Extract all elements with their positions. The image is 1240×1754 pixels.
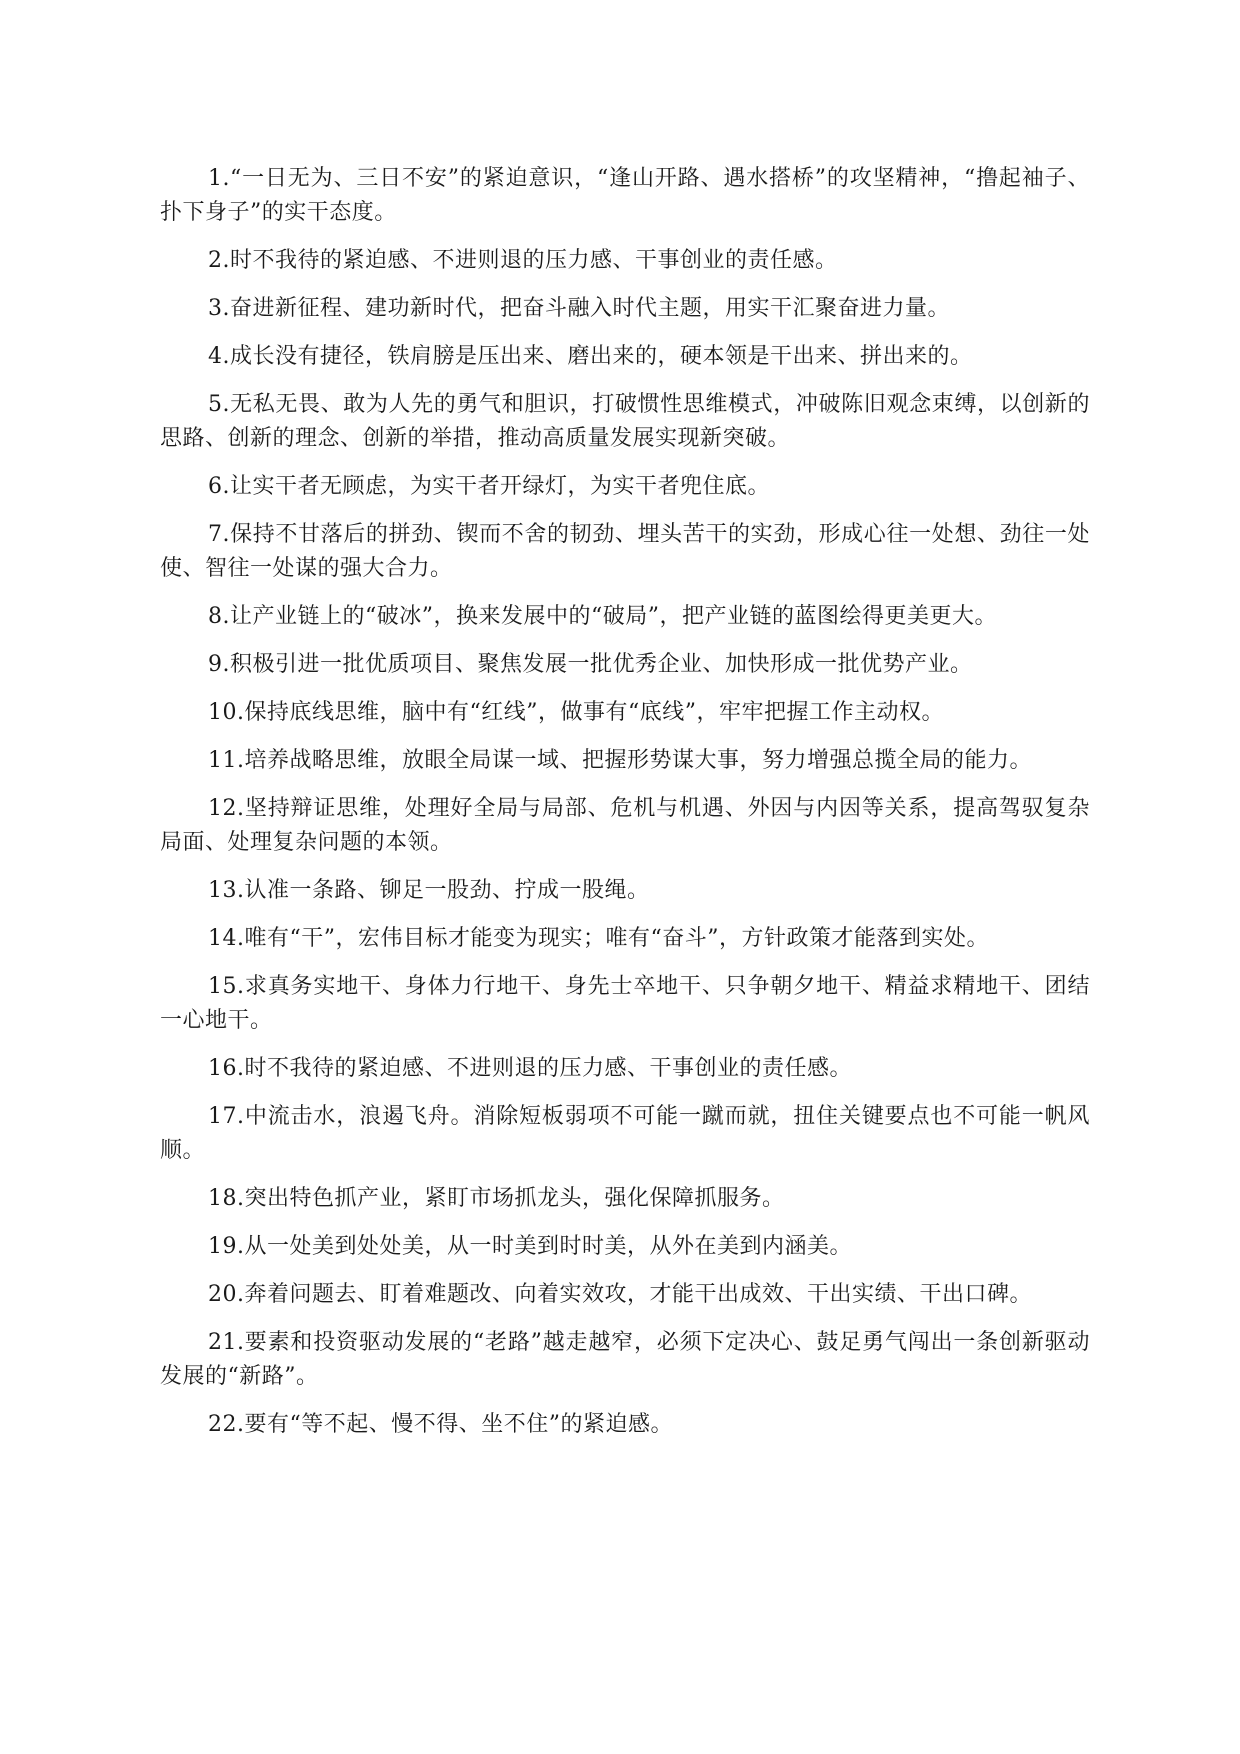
list-item: 1.“一日无为、三日不安”的紧迫意识，“逢山开路、遇水搭桥”的攻坚精神，“撸起袖子、扑下身子”的实干态度。 [160, 166, 1090, 225]
list-item: 4.成长没有捷径，铁肩膀是压出来、磨出来的，硬本领是干出来、拼出来的。 [208, 344, 973, 369]
list-item: 2.时不我待的紧迫感、不进则退的压力感、干事创业的责任感。 [208, 248, 838, 273]
list-item: 5.无私无畏、敢为人先的勇气和胆识，打破惯性思维模式，冲破陈旧观念束缚，以创新的思路、创新的理念、创新的举措，推动高质量发展实现新突破。 [160, 392, 1090, 451]
list-item: 17.中流击水，浪遏飞舟。消除短板弱项不可能一蹴而就，扭住关键要点也不可能一帆风顺。 [160, 1104, 1090, 1163]
list-item: 21.要素和投资驱动发展的“老路”越走越窄，必须下定决心、鼓足勇气闯出一条创新驱动发展的“新路”。 [160, 1330, 1090, 1389]
list-item: 20.奔着问题去、盯着难题改、向着实效攻，才能干出成效、干出实绩、干出口碑。 [208, 1282, 1032, 1307]
list-item: 8.让产业链上的“破冰”，换来发展中的“破局”，把产业链的蓝图绘得更美更大。 [208, 604, 997, 629]
list-item: 13.认准一条路、铆足一股劲、拧成一股绳。 [208, 878, 650, 903]
list-item: 11.培养战略思维，放眼全局谋一域、把握形势谋大事，努力增强总揽全局的能力。 [208, 748, 1032, 773]
list-item: 10.保持底线思维，脑中有“红线”，做事有“底线”，牢牢把握工作主动权。 [208, 700, 944, 725]
list-item: 12.坚持辩证思维，处理好全局与局部、危机与机遇、外因与内因等关系，提高驾驭复杂局面、处理复杂问题的本领。 [160, 796, 1090, 855]
list-item: 9.积极引进一批优质项目、聚焦发展一批优秀企业、加快形成一批优势产业。 [208, 652, 973, 677]
document-body [160, 162, 1090, 1456]
list-item: 16.时不我待的紧迫感、不进则退的压力感、干事创业的责任感。 [208, 1056, 852, 1081]
list-item: 7.保持不甘落后的拼劲、锲而不舍的韧劲、埋头苦干的实劲，形成心往一处想、劲往一处使、智往一处谋的强大合力。 [160, 522, 1090, 581]
list-item: 15.求真务实地干、身体力行地干、身先士卒地干、只争朝夕地干、精益求精地干、团结一心地干。 [160, 974, 1090, 1033]
list-item: 19.从一处美到处处美，从一时美到时时美，从外在美到内涵美。 [208, 1234, 852, 1259]
list-item: 3.奋进新征程、建功新时代，把奋斗融入时代主题，用实干汇聚奋进力量。 [208, 296, 950, 321]
list-item: 14.唯有“干”，宏伟目标才能变为现实；唯有“奋斗”，方针政策才能落到实处。 [208, 926, 989, 951]
list-item: 6.让实干者无顾虑，为实干者开绿灯，为实干者兜住底。 [208, 474, 770, 499]
list-item: 18.突出特色抓产业，紧盯市场抓龙头，强化保障抓服务。 [208, 1186, 785, 1211]
list-item: 22.要有“等不起、慢不得、坐不住”的紧迫感。 [208, 1412, 673, 1437]
